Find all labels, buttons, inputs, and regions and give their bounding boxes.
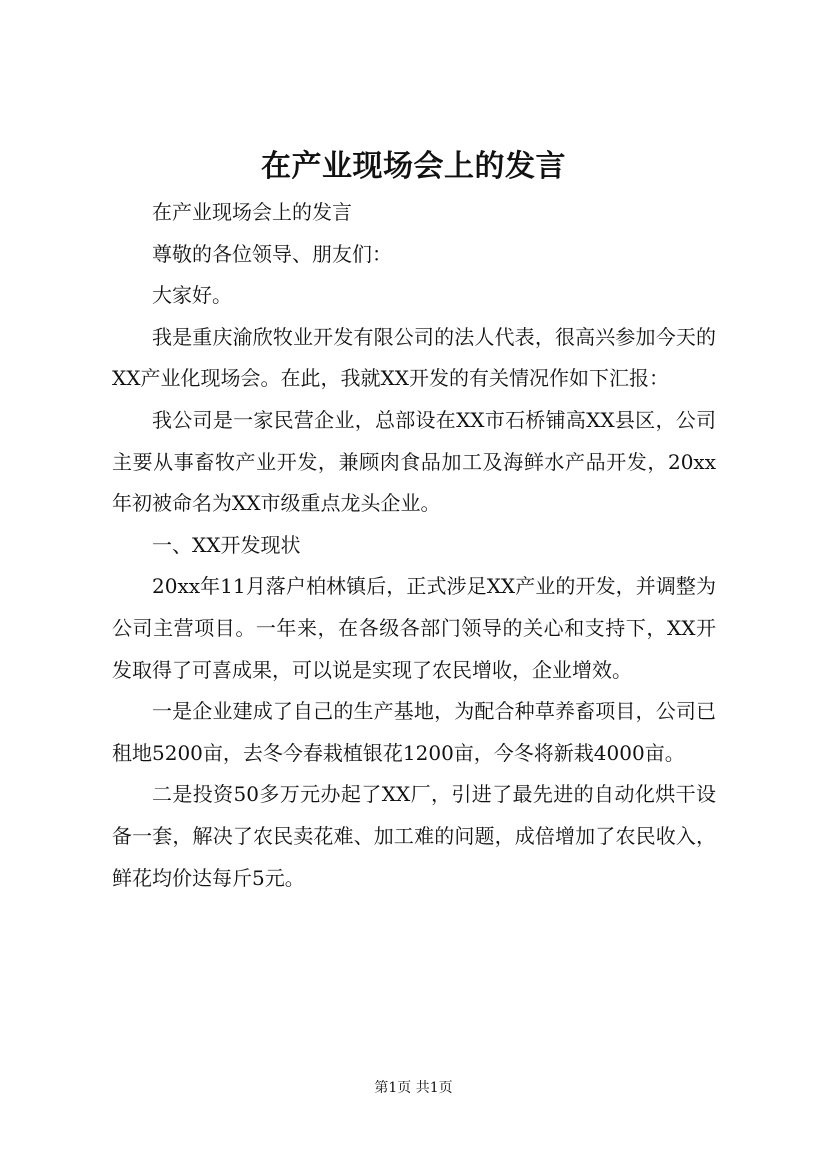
paragraph-salutation: 尊敬的各位领导、朋友们： xyxy=(152,241,392,266)
paragraph-greeting: 大家好。 xyxy=(152,283,232,308)
document-body xyxy=(112,192,716,899)
paragraph-subtitle: 在产业现场会上的发言 xyxy=(152,200,352,224)
page-footer: 第1页 共1页 xyxy=(374,1080,453,1096)
document-title: 在产业现场会上的发言 xyxy=(261,149,566,184)
paragraph-company-profile: 我公司是一家民营企业，总部设在XX市石桥铺高XX县区，公司主要从事畜牧产业开发，兼顾肉食品加工及海鲜水产品开发，20xx年初被命名为XX市级重点龙头企业。 xyxy=(112,407,716,516)
section-heading-status: 一、XX开发现状 xyxy=(152,532,301,557)
paragraph-introduction: 我是重庆渝欣牧业开发有限公司的法人代表，很高兴参加今天的XX产业化现场会。在此，我就XX开发的有关情况作如下汇报： xyxy=(112,324,716,391)
paragraph-development-status: 20xx年11月落户柏林镇后，正式涉足XX产业的开发，并调整为公司主营项目。一年来，在各级各部门领导的关心和支持下，XX开发取得了可喜成果，可以说是实现了农民增收，企业增效。 xyxy=(112,574,716,682)
paragraph-point-one: 一是企业建成了自己的生产基地，为配合种草养畜项目，公司已租地5200亩，去冬今春栽植银花1200亩，今冬将新栽4000亩。 xyxy=(112,699,716,765)
paragraph-point-two: 二是投资50多万元办起了XX厂，引进了最先进的自动化烘干设备一套，解决了农民卖花难、加工难的问题，成倍增加了农民收入，鲜花均价达每斤5元。 xyxy=(112,782,716,890)
